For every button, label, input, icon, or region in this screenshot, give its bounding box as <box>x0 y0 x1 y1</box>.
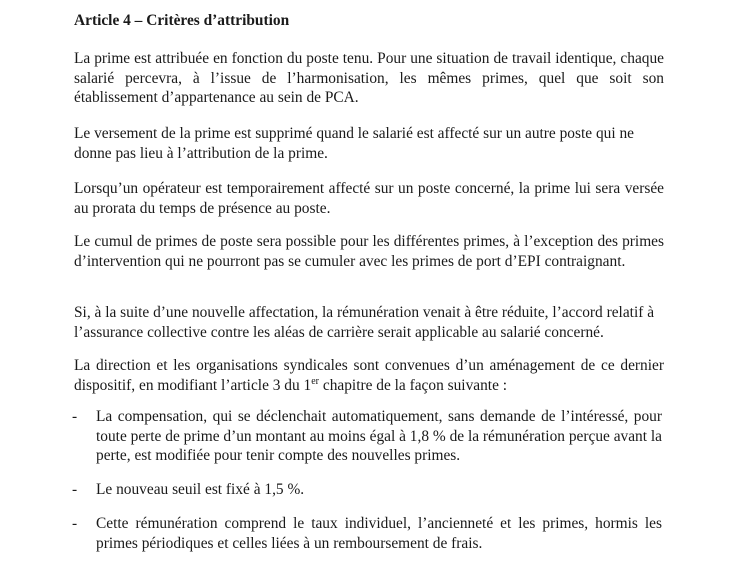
paragraph-attribution: La prime est attribuée en fonction du poste tenu. Pour une situation de travail identique, chaque salarié percevra, à l’issue de l’harmonisation, les mêmes primes, quel que soit son établissement d’appartenance au sein de PCA. <box>74 50 664 106</box>
paragraph-cumulation: Le cumul de primes de poste sera possible pour les différentes primes, à l’exception des primes d’intervention qui ne pourront pas se cumuler avec les primes de port d’EPI contraignant. <box>74 233 664 270</box>
bullet-dash: - <box>72 515 78 532</box>
intro-text-before: La direction et les organisations syndicales sont convenues d’un aménagement de ce dernier dispositif, en modifiant l’article 3 du 1 <box>74 357 664 394</box>
bullet-dash: - <box>72 481 78 498</box>
list-item-text: La compensation, qui se déclenchait automatiquement, sans demande de l’intéressé, pour toute perte de prime d’un montant au moins égal à 1,8 % de la rémunération perçue avant la perte, est modifiée pour tenir compte des nouvelles primes. <box>96 408 662 464</box>
paragraph-temporary-assignment: Lorsqu’un opérateur est temporairement affecté sur un poste concerné, la prime lui sera versée au prorata du temps de présence au poste. <box>74 180 664 217</box>
intro-text-after: chapitre de la façon suivante : <box>319 376 508 394</box>
paragraph-amendment-intro <box>74 356 664 395</box>
list-item-text: Le nouveau seuil est fixé à 1,5 %. <box>96 481 305 498</box>
paragraph-reassignment: Si, à la suite d’une nouvelle affectation, la rémunération venait à être réduite, l’accord relatif à l’assurance collective contre les aléas de carrière serait applicable au salarié concerné. <box>74 304 655 341</box>
article-heading: Article 4 – Critères d’attribution <box>74 12 290 29</box>
paragraph-suppression: Le versement de la prime est supprimé quand le salarié est affecté sur un autre poste qui ne donne pas lieu à l’attribution de la prime. <box>74 125 634 162</box>
bullet-dash: - <box>72 408 78 425</box>
list-item-text: Cette rémunération comprend le taux individuel, l’ancienneté et les primes, hormis les primes périodiques et celles liées à un remboursement de frais. <box>96 515 662 552</box>
intro-superscript: er <box>311 375 320 387</box>
